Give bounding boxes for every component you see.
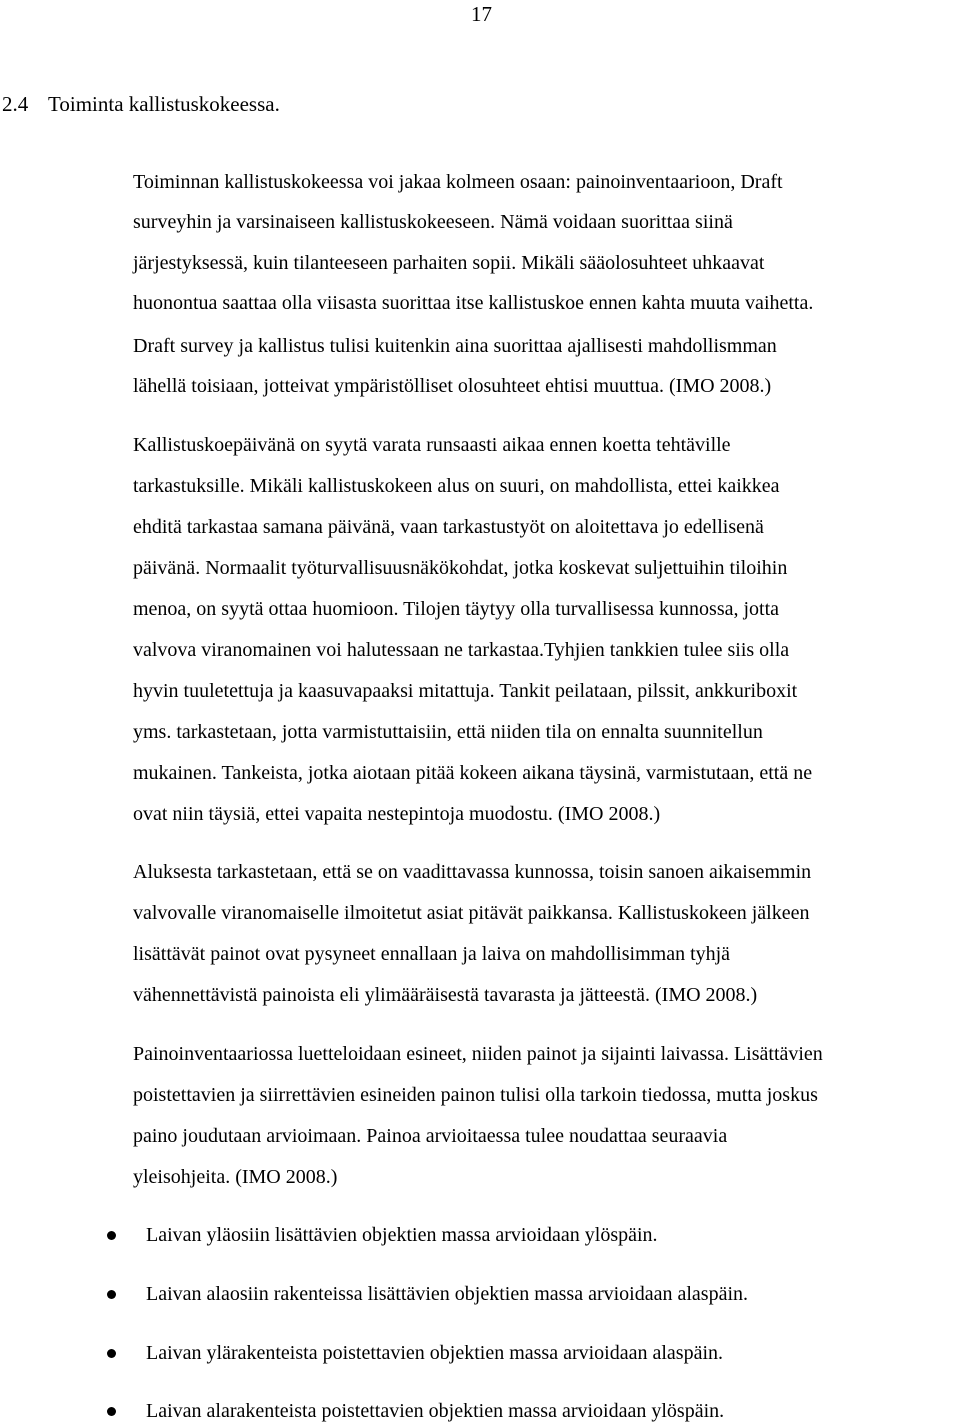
text-line: vähennettävistä painoista eli ylimääräisestä tavarasta ja jätteestä. (IMO 2008.) <box>133 984 758 1006</box>
text-line: Kallistuskoepäivänä on syytä varata runsaasti aikaa ennen koetta tehtäville <box>133 434 731 456</box>
list-item-text: Laivan ylärakenteista poistettavien objektien massa arvioidaan alaspäin. <box>146 1342 724 1364</box>
section-title: Toiminta kallistuskokeessa. <box>48 92 280 116</box>
text-line: valvova viranomainen voi halutessaan ne tarkastaa.Tyhjien tankkien tulee siis olla <box>133 639 790 661</box>
page-number: 17 <box>471 2 492 26</box>
text-line: surveyhin ja varsinaiseen kallistuskokeeseen. Nämä voidaan suorittaa siinä <box>133 211 733 233</box>
bullet-icon <box>107 1290 116 1299</box>
text-line: yms. tarkastetaan, jotta varmistuttaisiin, että niiden tila on ennalta suunnitellun <box>133 721 763 743</box>
list-item-text: Laivan alaosiin rakenteissa lisättävien objektien massa arvioidaan alaspäin. <box>146 1283 749 1305</box>
text-line: yleisohjeita. (IMO 2008.) <box>133 1166 338 1188</box>
section-heading <box>2 91 280 117</box>
text-line: Painoinventaariossa luetteloidaan esineet, niiden painot ja sijainti laivassa. Lisättävien <box>133 1043 823 1065</box>
text-line: Aluksesta tarkastetaan, että se on vaadittavassa kunnossa, toisin sanoen aikaisemmin <box>133 861 812 883</box>
text-line: päivänä. Normaalit työturvallisuusnäkökohdat, jotka koskevat suljettuihin tiloihin <box>133 557 788 579</box>
text-line: valvovalle viranomaiselle ilmoitetut asiat pitävät paikkansa. Kallistuskokeen jälkeen <box>133 902 810 924</box>
text-line: lisättävät painot ovat pysyneet ennallaan ja laiva on mahdollisimman tyhjä <box>133 943 731 965</box>
text-line: menoa, on syytä ottaa huomioon. Tilojen täytyy olla turvallisessa kunnossa, jotta <box>133 598 780 620</box>
text-line: Draft survey ja kallistus tulisi kuitenkin aina suorittaa ajallisesti mahdollismman <box>133 335 777 357</box>
bullet-icon <box>107 1349 116 1358</box>
text-line: hyvin tuuletettuja ja kaasuvapaaksi mitattuja. Tankit peilataan, pilssit, ankkuriboxit <box>133 680 798 702</box>
text-line: tarkastuksille. Mikäli kallistuskokeen alus on suuri, on mahdollista, ettei kaikkea <box>133 475 780 497</box>
bullet-icon <box>107 1231 116 1240</box>
bullet-icon <box>107 1407 116 1416</box>
text-line: Toiminnan kallistuskokeessa voi jakaa kolmeen osaan: painoinventaarioon, Draft <box>133 171 783 193</box>
text-line: huonontua saattaa olla viisasta suorittaa itse kallistuskoe ennen kahta muuta vaihetta. <box>133 292 814 314</box>
list-item-text: Laivan yläosiin lisättävien objektien massa arvioidaan ylöspäin. <box>146 1224 658 1246</box>
text-line: poistettavien ja siirrettävien esineiden painon tulisi olla tarkoin tiedossa, mutta joskus <box>133 1084 818 1106</box>
text-line: mukainen. Tankeista, jotka aiotaan pitää kokeen aikana täysinä, varmistutaan, että ne <box>133 762 813 784</box>
section-number: 2.4 <box>2 92 29 116</box>
text-line: ovat niin täysiä, ettei vapaita nestepintoja muodostu. (IMO 2008.) <box>133 803 661 825</box>
text-line: paino joudutaan arvioimaan. Painoa arvioitaessa tulee noudattaa seuraavia <box>133 1125 728 1147</box>
text-line: lähellä toisiaan, jotteivat ympäristölliset olosuhteet ehtisi muuttua. (IMO 2008.) <box>133 375 772 397</box>
text-line: ehditä tarkastaa samana päivänä, vaan tarkastustyöt on aloitettava jo edellisenä <box>133 516 764 538</box>
text-line: järjestyksessä, kuin tilanteeseen parhaiten sopii. Mikäli sääolosuhteet uhkaavat <box>133 252 765 274</box>
list-item-text: Laivan alarakenteista poistettavien objektien massa arvioidaan ylöspäin. <box>146 1400 725 1422</box>
